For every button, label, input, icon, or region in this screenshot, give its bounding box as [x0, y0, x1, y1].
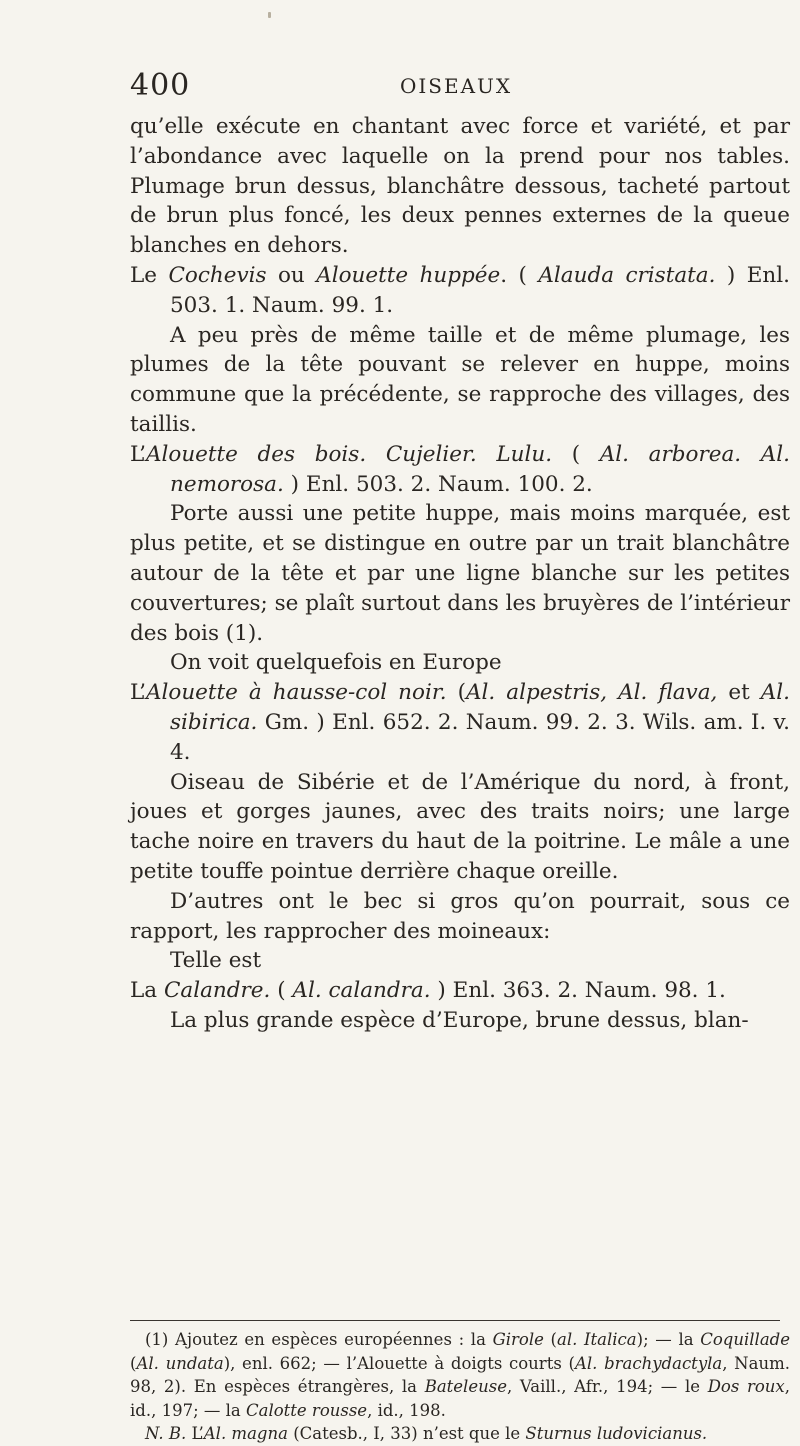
- species-name: Calandre.: [163, 978, 271, 1004]
- entry-hausse-col: L’Alouette à hausse-col noir. (Al. alpestris, Al. flava, et Al. sibirica. Gm. ) Enl. 652. 2. Naum. 99. 2. 3. Wils. am. I. v. 4.: [130, 680, 790, 765]
- latin-name: Al. calandra.: [292, 978, 431, 1004]
- footnote-nb: N. B. L’Al. magna (Catesb., I, 33) n’est que le Sturnus ludovicianus.: [145, 1424, 708, 1443]
- paragraph-telle-est: Telle est: [170, 948, 262, 974]
- latin-name: Alauda cristata.: [538, 262, 716, 288]
- paragraph-song: qu’elle exécute en chantant avec force et variété, et par l’abondance avec laquelle on la prend pour nos tables. Plumage brun dessus, blanchâtre dessous, tacheté partout de brun plus foncé, les deux pennes externes de la queue blanches en dehors.: [130, 114, 790, 259]
- page-number: 400: [130, 68, 191, 103]
- paragraph-cochevis: A peu près de même taille et de même plumage, les plumes de la tête pouvant se relever en huppe, moins commune que la précédente, se rapproche des villages, des taillis.: [130, 322, 790, 437]
- references: ) Enl. 503. 1. Naum. 99. 1.: [170, 262, 790, 318]
- species-name: Alouette des bois. Cujelier. Lulu.: [145, 441, 553, 467]
- ink-mark: [268, 12, 271, 18]
- paragraph-calandre: La plus grande espèce d’Europe, brune dessus, blan-: [170, 1007, 749, 1033]
- running-title: OISEAUX: [400, 74, 513, 98]
- latin-name: Al. alpestris, Al. flava,: [466, 680, 718, 706]
- species-name: Alouette à hausse-col noir.: [145, 680, 447, 706]
- footnote-divider: [130, 1320, 780, 1321]
- latin-name: Al. sibirica.: [170, 680, 790, 735]
- latin-name: Al. arborea. Al. nemorosa.: [170, 441, 790, 497]
- paragraph-bec: D’autres ont le bec si gros qu’on pourrait, sous ce rapport, les rapprocher des moineaux:: [130, 888, 790, 944]
- paragraph-europe: On voit quelquefois en Europe: [170, 650, 502, 676]
- references: ) Enl. 503. 2. Naum. 100. 2.: [283, 471, 593, 497]
- entry-calandre: La Calandre. ( Al. calandra. ) Enl. 363. 2. Naum. 98. 1.: [130, 978, 726, 1004]
- paragraph-hausse-col: Oiseau de Sibérie et de l’Amérique du nord, à front, joues et gorges jaunes, avec des traits noirs; une large tache noire en travers du haut de la poitrine. Le mâle a une petite touffe pointue derrière chaque oreille.: [130, 769, 790, 884]
- entry-alouette-bois: L’Alouette des bois. Cujelier. Lulu. ( Al. arborea. Al. nemorosa. ) Enl. 503. 2. Naum. 100. 2.: [130, 441, 790, 497]
- footnotes: [130, 1328, 790, 1446]
- page-header: [130, 68, 780, 104]
- references: Gm. ) Enl. 652. 2. Naum. 99. 2. 3. Wils. am. I. v. 4.: [170, 709, 790, 765]
- species-name: Cochevis: [168, 262, 267, 288]
- footnote-1: (1) Ajoutez en espèces européennes : la Girole (al. Italica); — la Coquillade (Al. undata), enl. 662; — l’Alouette à doigts courts (Al. brachydactyla, Naum. 98, 2). En espèces étrangères, la Bateleuse, Vaill., Afr., 194; — le Dos roux, id., 197; — la Calotte rousse, id., 198.: [130, 1330, 790, 1420]
- paragraph-alouette-bois: Porte aussi une petite huppe, mais moins marquée, est plus petite, et se distingue en outre par un trait blanchâtre autour de la tête et par une ligne blanche sur les petites couvertures; se plaît surtout dans les bruyères de l’intérieur des bois (1).: [130, 501, 790, 646]
- body-text: [130, 112, 790, 1036]
- entry-cochevis: Le Cochevis ou Alouette huppée. ( Alauda cristata. ) Enl. 503. 1. Naum. 99. 1.: [130, 262, 790, 318]
- species-name: Alouette huppée: [316, 262, 501, 288]
- references: ) Enl. 363. 2. Naum. 98. 1.: [430, 978, 726, 1004]
